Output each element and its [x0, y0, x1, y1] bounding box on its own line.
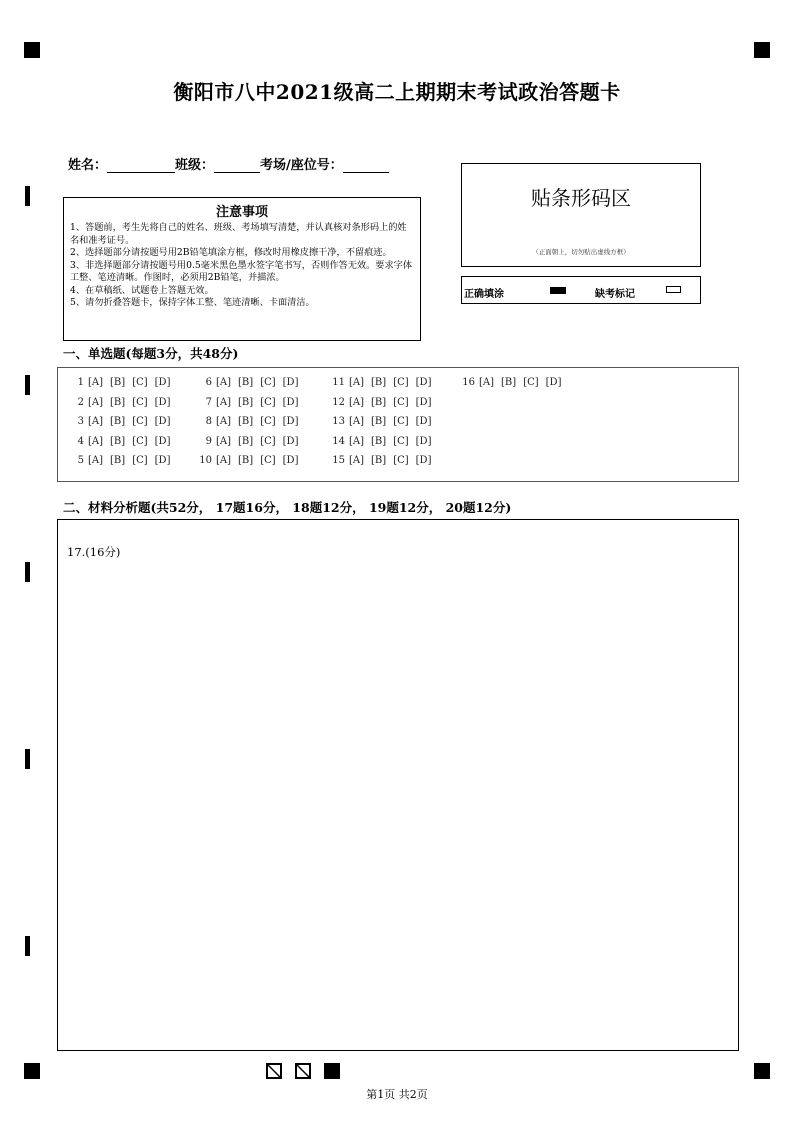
choice-grid [57, 367, 739, 482]
option-box[interactable]: [D] [154, 435, 171, 447]
question-number: 3 [77, 416, 84, 427]
page-mark-slash-icon [266, 1063, 282, 1079]
choice-row [70, 416, 177, 436]
name-label: 姓名： [68, 158, 108, 173]
choice-column [461, 377, 568, 397]
option-box[interactable]: [C] [260, 455, 276, 466]
option-box[interactable]: [D] [415, 435, 432, 447]
notice-box [63, 197, 421, 341]
option-box[interactable]: [A] [349, 396, 365, 408]
option-box[interactable]: [C] [393, 435, 409, 447]
option-box[interactable]: [A] [349, 435, 365, 447]
option-box[interactable]: [A] [88, 455, 104, 466]
barcode-title: 贴条形码区 [531, 186, 631, 210]
question-number: 11 [332, 377, 345, 388]
option-box[interactable]: [A] [216, 435, 232, 447]
page-title: 衡阳市八中2021级高二上期期末考试政治答题卡 [173, 80, 621, 104]
choice-column [70, 377, 177, 475]
question-number: 7 [205, 396, 212, 408]
option-box[interactable]: [D] [154, 416, 171, 427]
option-box[interactable]: [C] [393, 416, 409, 427]
notice-title: 注意事项 [215, 205, 268, 220]
option-box[interactable]: [C] [260, 396, 276, 408]
option-box[interactable]: [D] [415, 416, 432, 427]
option-box[interactable]: [C] [393, 396, 409, 408]
option-box[interactable]: [D] [282, 416, 299, 427]
question-number: 13 [332, 416, 345, 427]
choice-row [461, 377, 568, 397]
option-box[interactable]: [C] [260, 435, 276, 447]
timing-mark [25, 562, 30, 582]
option-box[interactable]: [D] [282, 377, 299, 388]
class-label: 班级： [175, 158, 215, 173]
option-box[interactable]: [D] [415, 377, 432, 388]
question-number: 2 [77, 396, 84, 408]
option-box[interactable]: [B] [238, 396, 254, 408]
page-number: 第1页 共2页 [366, 1088, 428, 1101]
option-box[interactable]: [B] [110, 377, 126, 388]
choice-row [198, 416, 305, 436]
question-number: 9 [205, 435, 212, 447]
notice-item: 2、选择题部分请按题号用2B铅笔填涂方框，修改时用橡皮擦干净，不留痕迹。 [70, 247, 392, 258]
question-number: 6 [205, 377, 212, 388]
question-label: 17.(16分) [67, 545, 121, 559]
option-box[interactable]: [C] [132, 377, 148, 388]
corner-mark-bottom-left [24, 1063, 40, 1079]
class-field[interactable] [214, 158, 260, 173]
timing-mark [25, 749, 30, 769]
option-box[interactable]: [A] [88, 396, 104, 408]
question-number: 1 [77, 377, 84, 388]
question-number: 4 [77, 435, 84, 447]
option-box[interactable]: [A] [88, 377, 104, 388]
option-box[interactable]: [A] [479, 377, 495, 388]
option-box[interactable]: [B] [110, 396, 126, 408]
option-box[interactable]: [C] [260, 377, 276, 388]
option-box[interactable]: [C] [523, 377, 539, 388]
option-box[interactable]: [B] [371, 455, 387, 466]
option-box[interactable]: [C] [393, 455, 409, 466]
timing-mark [25, 375, 30, 395]
option-box[interactable]: [B] [238, 455, 254, 466]
option-box[interactable]: [D] [415, 455, 432, 466]
choice-column [198, 377, 305, 475]
corner-mark-bottom-right [754, 1063, 770, 1079]
option-box[interactable]: [D] [545, 377, 562, 388]
correct-fill-label: 正确填涂 [464, 289, 504, 300]
choice-row [70, 377, 177, 397]
filled-swatch [550, 287, 566, 294]
option-box[interactable]: [C] [132, 416, 148, 427]
choice-row [331, 455, 438, 475]
option-box[interactable]: [B] [371, 377, 387, 388]
corner-mark-top-right [754, 42, 770, 58]
notice-item: 5、请勿折叠答题卡，保持字体工整、笔迹清晰、卡面清洁。 [70, 297, 315, 308]
choice-row [331, 377, 438, 397]
option-box[interactable]: [D] [154, 455, 171, 466]
notice-item: 4、在草稿纸、试题卷上答题无效。 [70, 284, 214, 296]
question-number: 16 [462, 377, 475, 388]
option-box[interactable]: [B] [110, 435, 126, 447]
choice-row [198, 397, 305, 417]
question-number: 5 [77, 455, 84, 466]
fill-example [461, 276, 701, 304]
option-box[interactable]: [D] [282, 435, 299, 447]
option-box[interactable]: [B] [501, 377, 517, 388]
timing-mark [25, 936, 30, 956]
option-box[interactable]: [A] [88, 416, 104, 427]
option-box[interactable]: [B] [238, 416, 254, 427]
option-box[interactable]: [B] [371, 416, 387, 427]
option-box[interactable]: [C] [260, 416, 276, 427]
absent-mark-label: 缺考标记 [595, 289, 635, 300]
option-box[interactable]: [D] [154, 396, 171, 408]
option-box[interactable]: [A] [216, 416, 232, 427]
option-box[interactable]: [A] [216, 377, 232, 388]
option-box[interactable]: [D] [415, 396, 432, 408]
choice-row [331, 436, 438, 456]
section1-heading: 一、单选题(每题3分，共48分) [63, 346, 239, 361]
option-box[interactable]: [A] [349, 416, 365, 427]
choice-row [70, 455, 177, 475]
question-number: 15 [332, 455, 345, 466]
section2-heading: 二、材料分析题(共52分， 17题16分， 18题12分， 19题12分， 20题12分) [63, 500, 512, 515]
option-box[interactable]: [B] [238, 377, 254, 388]
option-box[interactable]: [B] [110, 416, 126, 427]
option-box[interactable]: [B] [371, 435, 387, 447]
barcode-area [461, 163, 701, 267]
corner-mark-top-left [24, 42, 40, 58]
student-info [68, 154, 389, 173]
option-box[interactable]: [B] [238, 435, 254, 447]
question-number: 12 [332, 396, 345, 408]
timing-mark [25, 186, 30, 206]
choice-row [331, 416, 438, 436]
choice-row [70, 397, 177, 417]
option-box[interactable]: [C] [393, 377, 409, 388]
answer-area-q17[interactable] [57, 519, 739, 1051]
question-number: 14 [332, 435, 345, 447]
barcode-note: （正面朝上，切勿贴出虚线方框） [532, 248, 630, 256]
name-field[interactable] [107, 158, 175, 173]
absent-mark-checkbox[interactable] [666, 286, 681, 293]
option-box[interactable]: [A] [88, 435, 104, 447]
option-box[interactable]: [D] [282, 396, 299, 408]
option-box[interactable]: [B] [110, 455, 126, 466]
option-box[interactable]: [D] [154, 377, 171, 388]
option-box[interactable]: [B] [371, 396, 387, 408]
option-box[interactable]: [A] [349, 455, 365, 466]
notice-item: 3、非选择题部分请按题号用0.5毫米黑色墨水签字笔书写，否则作答无效。要求字体工整、笔迹清晰。作图时，必须用2B铅笔，并描浓。 [70, 259, 413, 283]
choice-row [198, 436, 305, 456]
choice-row [198, 377, 305, 397]
option-box[interactable]: [A] [349, 377, 365, 388]
choice-row [198, 455, 305, 475]
room-seat-label: 考场/座位号： [260, 158, 343, 173]
room-seat-field[interactable] [343, 158, 389, 173]
choice-row [331, 397, 438, 417]
page-mark-slash-icon [295, 1063, 311, 1079]
choice-row [70, 436, 177, 456]
page-mark-solid-icon [324, 1063, 340, 1079]
option-box[interactable]: [D] [282, 455, 299, 466]
notice-item: 1、答题前，考生先将自己的姓名、班级、考场填写清楚，并认真核对条形码上的姓名和准考证号。 [70, 222, 407, 246]
option-box[interactable]: [C] [132, 435, 148, 447]
option-box[interactable]: [A] [216, 396, 232, 408]
question-number: 8 [205, 416, 212, 427]
choice-column [331, 377, 438, 475]
option-box[interactable]: [C] [132, 455, 148, 466]
option-box[interactable]: [A] [216, 455, 232, 466]
question-number: 10 [199, 455, 212, 466]
option-box[interactable]: [C] [132, 396, 148, 408]
